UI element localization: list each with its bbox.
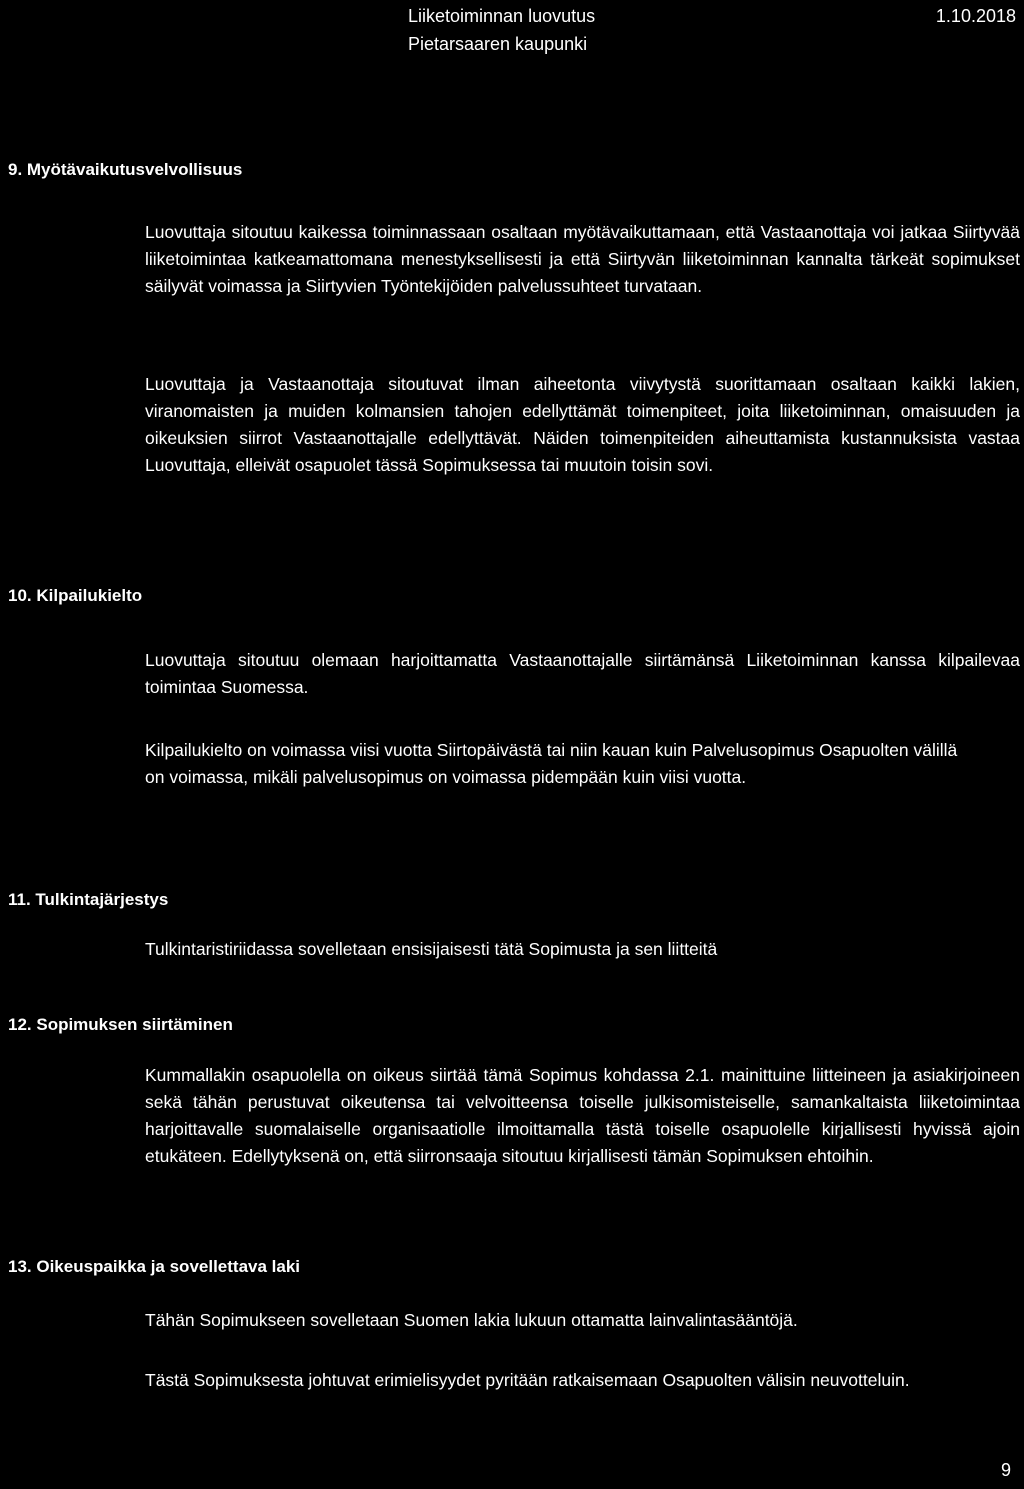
page-header <box>408 2 1016 58</box>
section-9-paragraph-2: Luovuttaja ja Vastaanottaja sitoutuvat ilman aiheetonta viivytystä suorittamaan osaltaan kaikki lakien, viranomaisten ja muiden kolmansien tahojen edellyttämät toimenpiteet, joita liiketoiminnan, omaisuuden ja oikeuksien siirrot Vastaanottajalle edellyttävät. Näiden toimenpiteiden aiheuttamista kustannuksista vastaa Luovuttaja, elleivät osapuolet tässä Sopimuksessa tai muutoin toisin sovi. <box>145 374 1020 475</box>
section-9-paragraph-1: Luovuttaja sitoutuu kaikessa toiminnassaan osaltaan myötävaikuttamaan, että Vastaanottaja voi jatkaa Siirtyvää liiketoimintaa katkeamattomana menestyksellisesti ja että Siirtyvän liiketoiminnan kannalta tärkeät sopimukset säilyvät voimassa ja Siirtyvien Työntekijöiden palvelussuhteet turvataan. <box>145 222 1020 296</box>
section-10-paragraph-2: Kilpailukielto on voimassa viisi vuotta Siirtopäivästä tai niin kauan kuin Palvelusopimus Osapuolten välillä on voimassa, mikäli palvelusopimus on voimassa pidempään kuin viisi vuotta. <box>145 740 958 787</box>
section-title-9: 9. Myötävaikutusvelvollisuus <box>8 160 243 179</box>
section-13-paragraph-1: Tähän Sopimukseen sovelletaan Suomen lakia lukuun ottamatta lainvalintasääntöjä. <box>145 1310 798 1330</box>
section-13-paragraph-2: Tästä Sopimuksesta johtuvat erimielisyydet pyritään ratkaisemaan Osapuolten välisin neuvotteluin. <box>145 1370 910 1390</box>
section-title-10: 10. Kilpailukielto <box>8 586 143 605</box>
page-number: 9 <box>1000 1460 1011 1480</box>
section-title-13: 13. Oikeuspaikka ja sovellettava laki <box>8 1257 301 1276</box>
document-subtitle: Pietarsaaren kaupunki <box>408 34 588 54</box>
document-date: 1.10.2018 <box>935 6 1016 26</box>
section-title-12: 12. Sopimuksen siirtäminen <box>8 1015 233 1034</box>
section-12-paragraph-1: Kummallakin osapuolella on oikeus siirtää tämä Sopimus kohdassa 2.1. mainittuine liitteineen ja asiakirjoineen sekä tähän perustuvat oikeutensa tai velvoitteensa toiselle julkisomisteiselle, samankaltaista liiketoimintaa harjoittavalle suomalaiselle organisaatiolle ilmoittamalla tästä toiselle osapuolelle kirjallisesti hyvissä ajoin etukäteen. Edellytyksenä on, että siirronsaaja sitoutuu kirjallisesti tämän Sopimuksen ehtoihin. <box>145 1065 1020 1166</box>
section-10-paragraph-1: Luovuttaja sitoutuu olemaan harjoittamatta Vastaanottajalle siirtämänsä Liiketoiminnan kanssa kilpailevaa toimintaa Suomessa. <box>145 650 1020 697</box>
section-11-paragraph-1: Tulkintaristiriidassa sovelletaan ensisijaisesti tätä Sopimusta ja sen liitteitä <box>145 939 718 959</box>
section-title-11: 11. Tulkintajärjestys <box>8 890 169 909</box>
document-title: Liiketoiminnan luovutus <box>408 6 596 26</box>
